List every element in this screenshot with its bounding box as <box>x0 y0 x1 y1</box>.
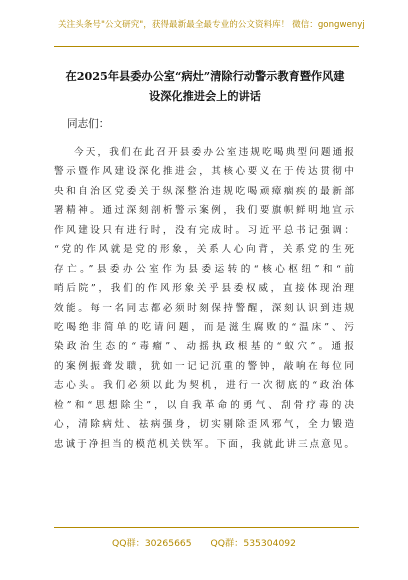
body-line: “党的作风就是党的形象，关系人心向背，关系党的生死 <box>54 244 354 256</box>
footer-qq-group-1: QQ群：30265665 <box>112 538 192 549</box>
body-line: 今天，我们在此召开县委办公室违规吃喝典型问题通报 <box>74 147 354 158</box>
body-line: 的案例振聋发聩，犹如一记记沉重的警钟，敲响在每位同 <box>54 360 354 372</box>
body-line: 效能。每一名同志都必须时刻保持警醒，深刻认识到违规 <box>54 302 354 314</box>
body-line: 志心头。我们必须以此为契机，进行一次彻底的“政治体 <box>54 380 354 392</box>
title-line-1: 在2025年县委办公室“病灶”清除行动警示教育暨作风建 <box>65 69 345 83</box>
body-line: 忠诚于净担当的模范机关铁军。下面，我就此讲三点意见。 <box>54 438 354 450</box>
page-footer <box>0 527 408 580</box>
body-line: 存亡。”县委办公室作为县委运转的“核心枢纽”和“前 <box>54 263 354 275</box>
footer-divider <box>54 527 359 528</box>
body-line: 染政治生态的“毒瘤”、动摇执政根基的“蚁穴”。通报 <box>54 341 354 353</box>
body-line: 哨后院”，我们的作风形象关乎县委权威，直接体现治理 <box>54 283 354 295</box>
body-line: 吃喝绝非简单的吃请问题，而是滋生腐败的“温床”、污 <box>54 321 354 333</box>
body-paragraph <box>54 143 354 454</box>
body-line: 作风建设只有进行时，没有完成时。习近平总书记强调： <box>54 224 354 236</box>
body-line: 央和自治区党委关于纵深整治违规吃喝顽瘴痼疾的最新部 <box>54 185 354 197</box>
footer-qq-group-2: QQ群：535304092 <box>210 538 296 549</box>
document-title <box>60 66 350 106</box>
title-line-2: 设深化推进会上的讲话 <box>149 89 261 103</box>
body-line: 警示暨作风建设深化推进会，其核心要义在于传达贯彻中 <box>54 166 354 178</box>
greeting: 同志们： <box>67 118 110 130</box>
page-header <box>0 0 408 58</box>
footer-contact <box>0 535 408 549</box>
header-divider <box>54 46 359 47</box>
header-promo-text: 关注头条号"公文研究"，获得最新最全最专业的公文资料库！ 微信：gongwenyj <box>58 20 365 30</box>
body-line: 心，清除病灶、祛病强身，切实剔除歪风邪气，全力锻造 <box>54 419 354 431</box>
body-line: 署精神。通过深刻剖析警示案例，我们要旗帜鲜明地宣示 <box>54 205 354 217</box>
body-line: 检”和“思想除尘”，以自我革命的勇气、刮骨疗毒的决 <box>54 399 354 411</box>
